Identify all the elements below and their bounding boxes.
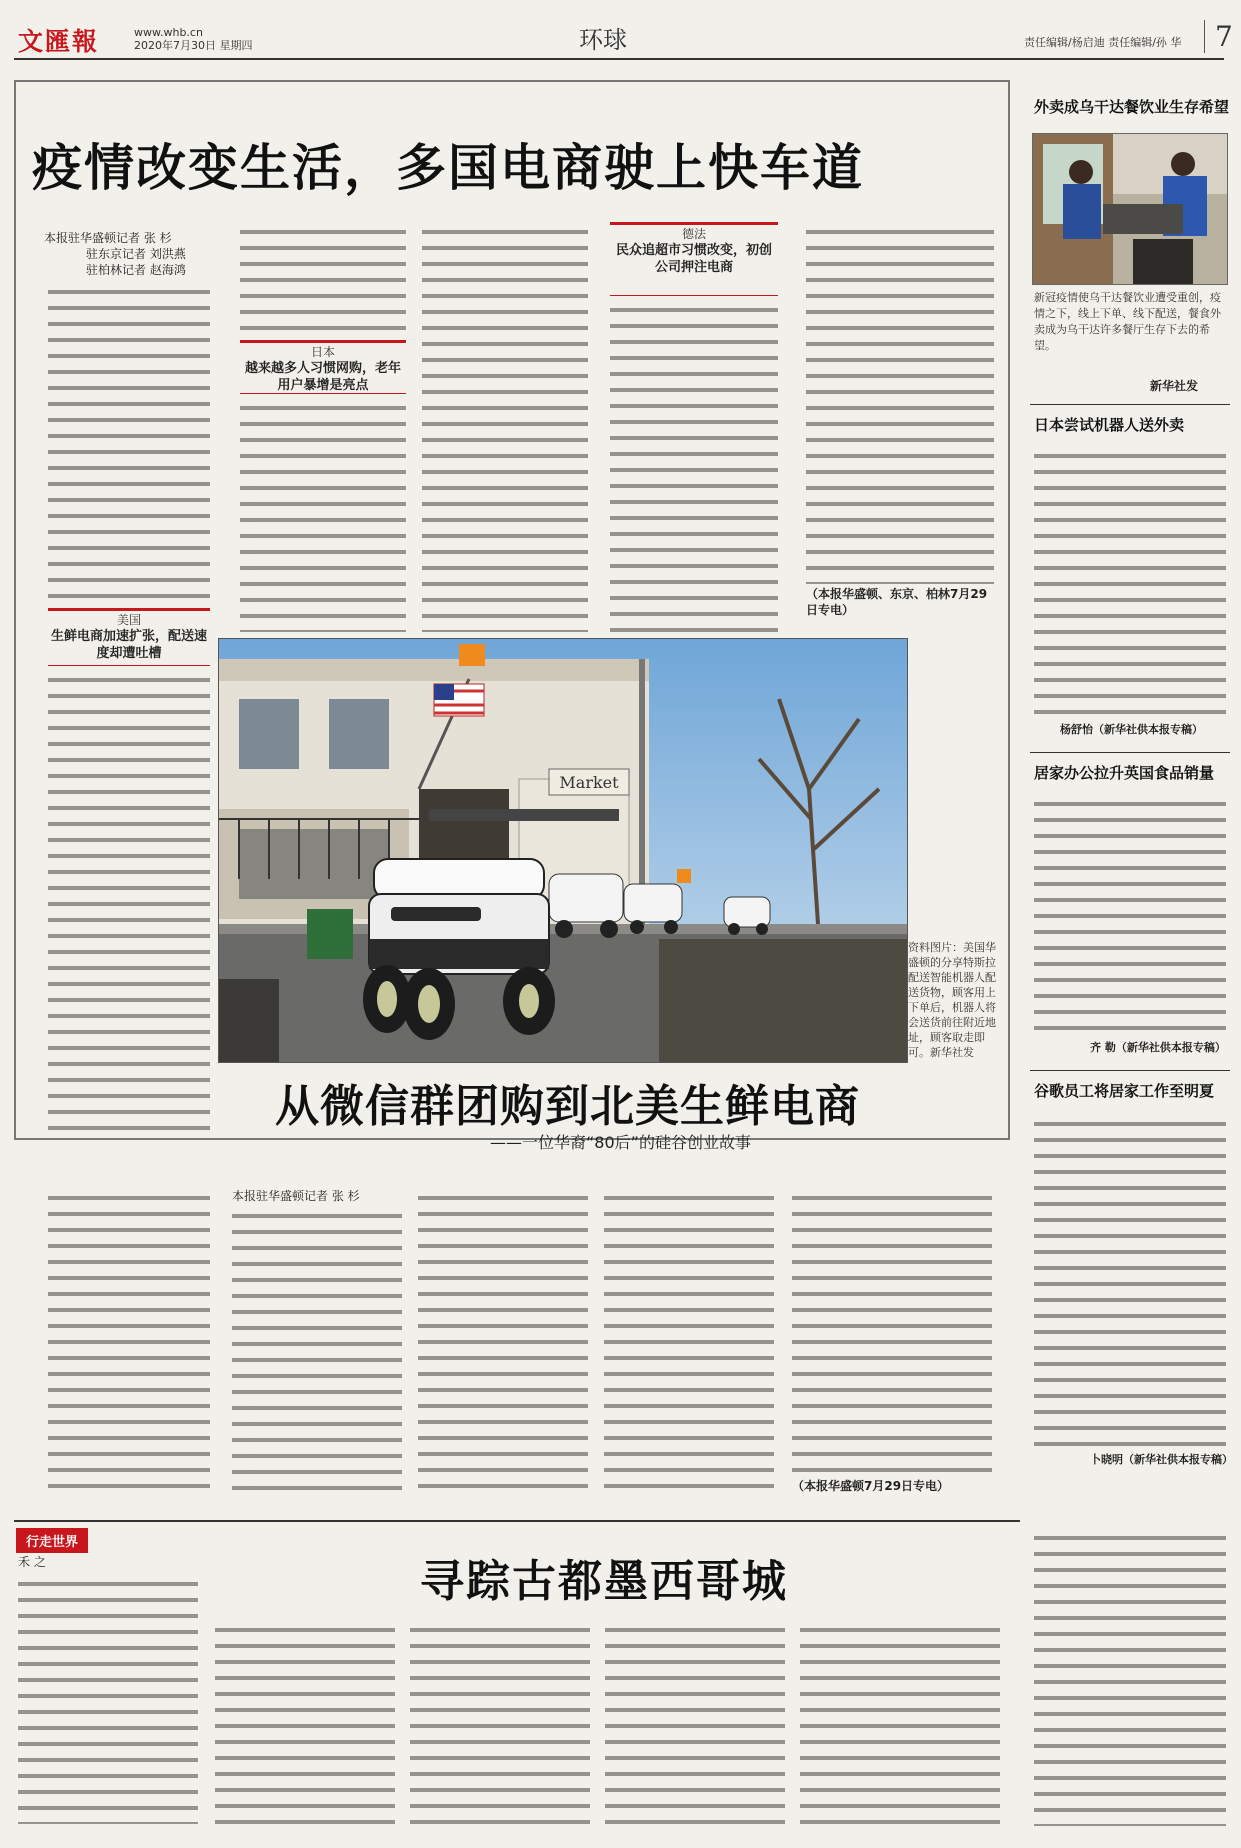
site-url: www.whb.cn <box>134 26 203 39</box>
delivery-robot-photo <box>218 638 908 1063</box>
uganda-credit: 新华社发 <box>1150 379 1199 393</box>
second-subheadline: ——一位华裔“80后”的硅谷创业故事 <box>490 1133 751 1152</box>
masthead-meta <box>134 26 253 52</box>
page-number: 7 <box>1204 20 1233 53</box>
subhead-text: 越来越多人习惯网购，老年用户暴增是亮点 <box>244 361 401 393</box>
newspaper-logo: 文匯報 <box>18 27 100 56</box>
article-column <box>232 1206 402 1492</box>
subhead-text: 生鲜电商加速扩张，配送速度却遭吐槽 <box>50 629 207 661</box>
subhead-tag: 德法 <box>681 227 706 241</box>
divider <box>14 1520 1020 1522</box>
article-column <box>422 222 588 632</box>
article-column <box>240 222 406 338</box>
article-column <box>604 1188 774 1492</box>
article-column <box>48 670 210 1134</box>
main-byline <box>44 230 186 278</box>
byline-line: 驻柏林记者 赵海鸿 <box>86 263 186 277</box>
article-column <box>1034 1114 1226 1448</box>
issue-date: 2020年7月30日 星期四 <box>134 39 253 52</box>
second-byline: 本报驻华盛顿记者 张 杉 <box>232 1189 360 1203</box>
sidebar-title-uk-food: 居家办公拉升英国食品销量 <box>1034 764 1215 782</box>
article-column <box>605 1620 785 1826</box>
article-column <box>48 282 210 604</box>
travel-author: 禾 之 <box>18 1555 46 1569</box>
article-column <box>800 1620 1000 1826</box>
subhead-text: 民众追超市习惯改变，初创公司押注电商 <box>615 243 772 275</box>
article-column <box>240 398 406 632</box>
subhead-tag: 美国 <box>116 613 141 627</box>
sidebar-title-japan-robot: 日本尝试机器人送外卖 <box>1034 416 1185 434</box>
article-column <box>215 1620 395 1826</box>
column-label: 行走世界 <box>16 1528 88 1553</box>
divider <box>1030 404 1230 405</box>
subhead-usa <box>48 608 210 666</box>
article-column <box>410 1620 590 1826</box>
divider <box>1030 752 1230 753</box>
main-end-credit: （本报华盛顿、东京、柏林7月29日专电） <box>806 587 988 617</box>
section-title: 环球 <box>579 26 627 54</box>
google-credit: 卜晓明（新华社供本报专稿） <box>1090 1453 1233 1466</box>
sidebar-title-google: 谷歌员工将居家工作至明夏 <box>1034 1082 1215 1100</box>
uganda-delivery-photo <box>1032 133 1228 285</box>
article-column <box>1034 446 1226 718</box>
divider <box>1030 1070 1230 1071</box>
travel-headline: 寻踪古都墨西哥城 <box>420 1556 788 1607</box>
article-column <box>18 1574 198 1824</box>
masthead <box>14 18 1233 60</box>
article-column <box>418 1188 588 1492</box>
uk-food-credit: 齐 勒（新华社供本报专稿） <box>1090 1041 1226 1054</box>
editors-credit: 责任编辑/杨启迪 责任编辑/孙 华 <box>1024 36 1182 49</box>
uganda-caption: 新冠疫情使乌干达餐饮业遭受重创，疫情之下，线上下单、线下配送，餐食外卖成为乌干达许多餐厅生存下去的希望。 <box>1034 291 1221 352</box>
article-column <box>610 300 778 632</box>
second-headline: 从微信群团购到北美生鲜电商 <box>275 1081 860 1132</box>
byline-line: 本报驻华盛顿记者 张 杉 <box>44 231 172 245</box>
article-column <box>806 222 994 584</box>
byline-line: 驻东京记者 刘洪燕 <box>86 247 186 261</box>
subhead-tag: 日本 <box>310 345 335 359</box>
photo-caption: 资料图片：美国华盛顿的分享特斯拉配送智能机器人配送货物，顾客用上下单后，机器人将会送货前往附近地址，顾客取走即可。新华社发 <box>908 941 996 1059</box>
second-end-credit: （本报华盛顿7月29日专电） <box>792 1479 950 1493</box>
subhead-japan <box>240 340 406 394</box>
japan-robot-credit: 杨舒怡（新华社供本报专稿） <box>1060 723 1203 736</box>
main-headline: 疫情改变生活，多国电商驶上快车道 <box>32 139 864 197</box>
article-column <box>792 1188 992 1476</box>
subhead-germany-france <box>610 222 778 296</box>
delivery-robot-illustration <box>219 639 908 1063</box>
article-column <box>1034 1528 1226 1826</box>
market-sign: Market <box>559 773 619 792</box>
article-column <box>48 1188 210 1492</box>
article-column <box>1034 794 1226 1036</box>
sidebar-title-uganda: 外卖成乌干达餐饮业生存希望 <box>1034 98 1230 116</box>
uganda-photo-illustration <box>1033 134 1228 285</box>
